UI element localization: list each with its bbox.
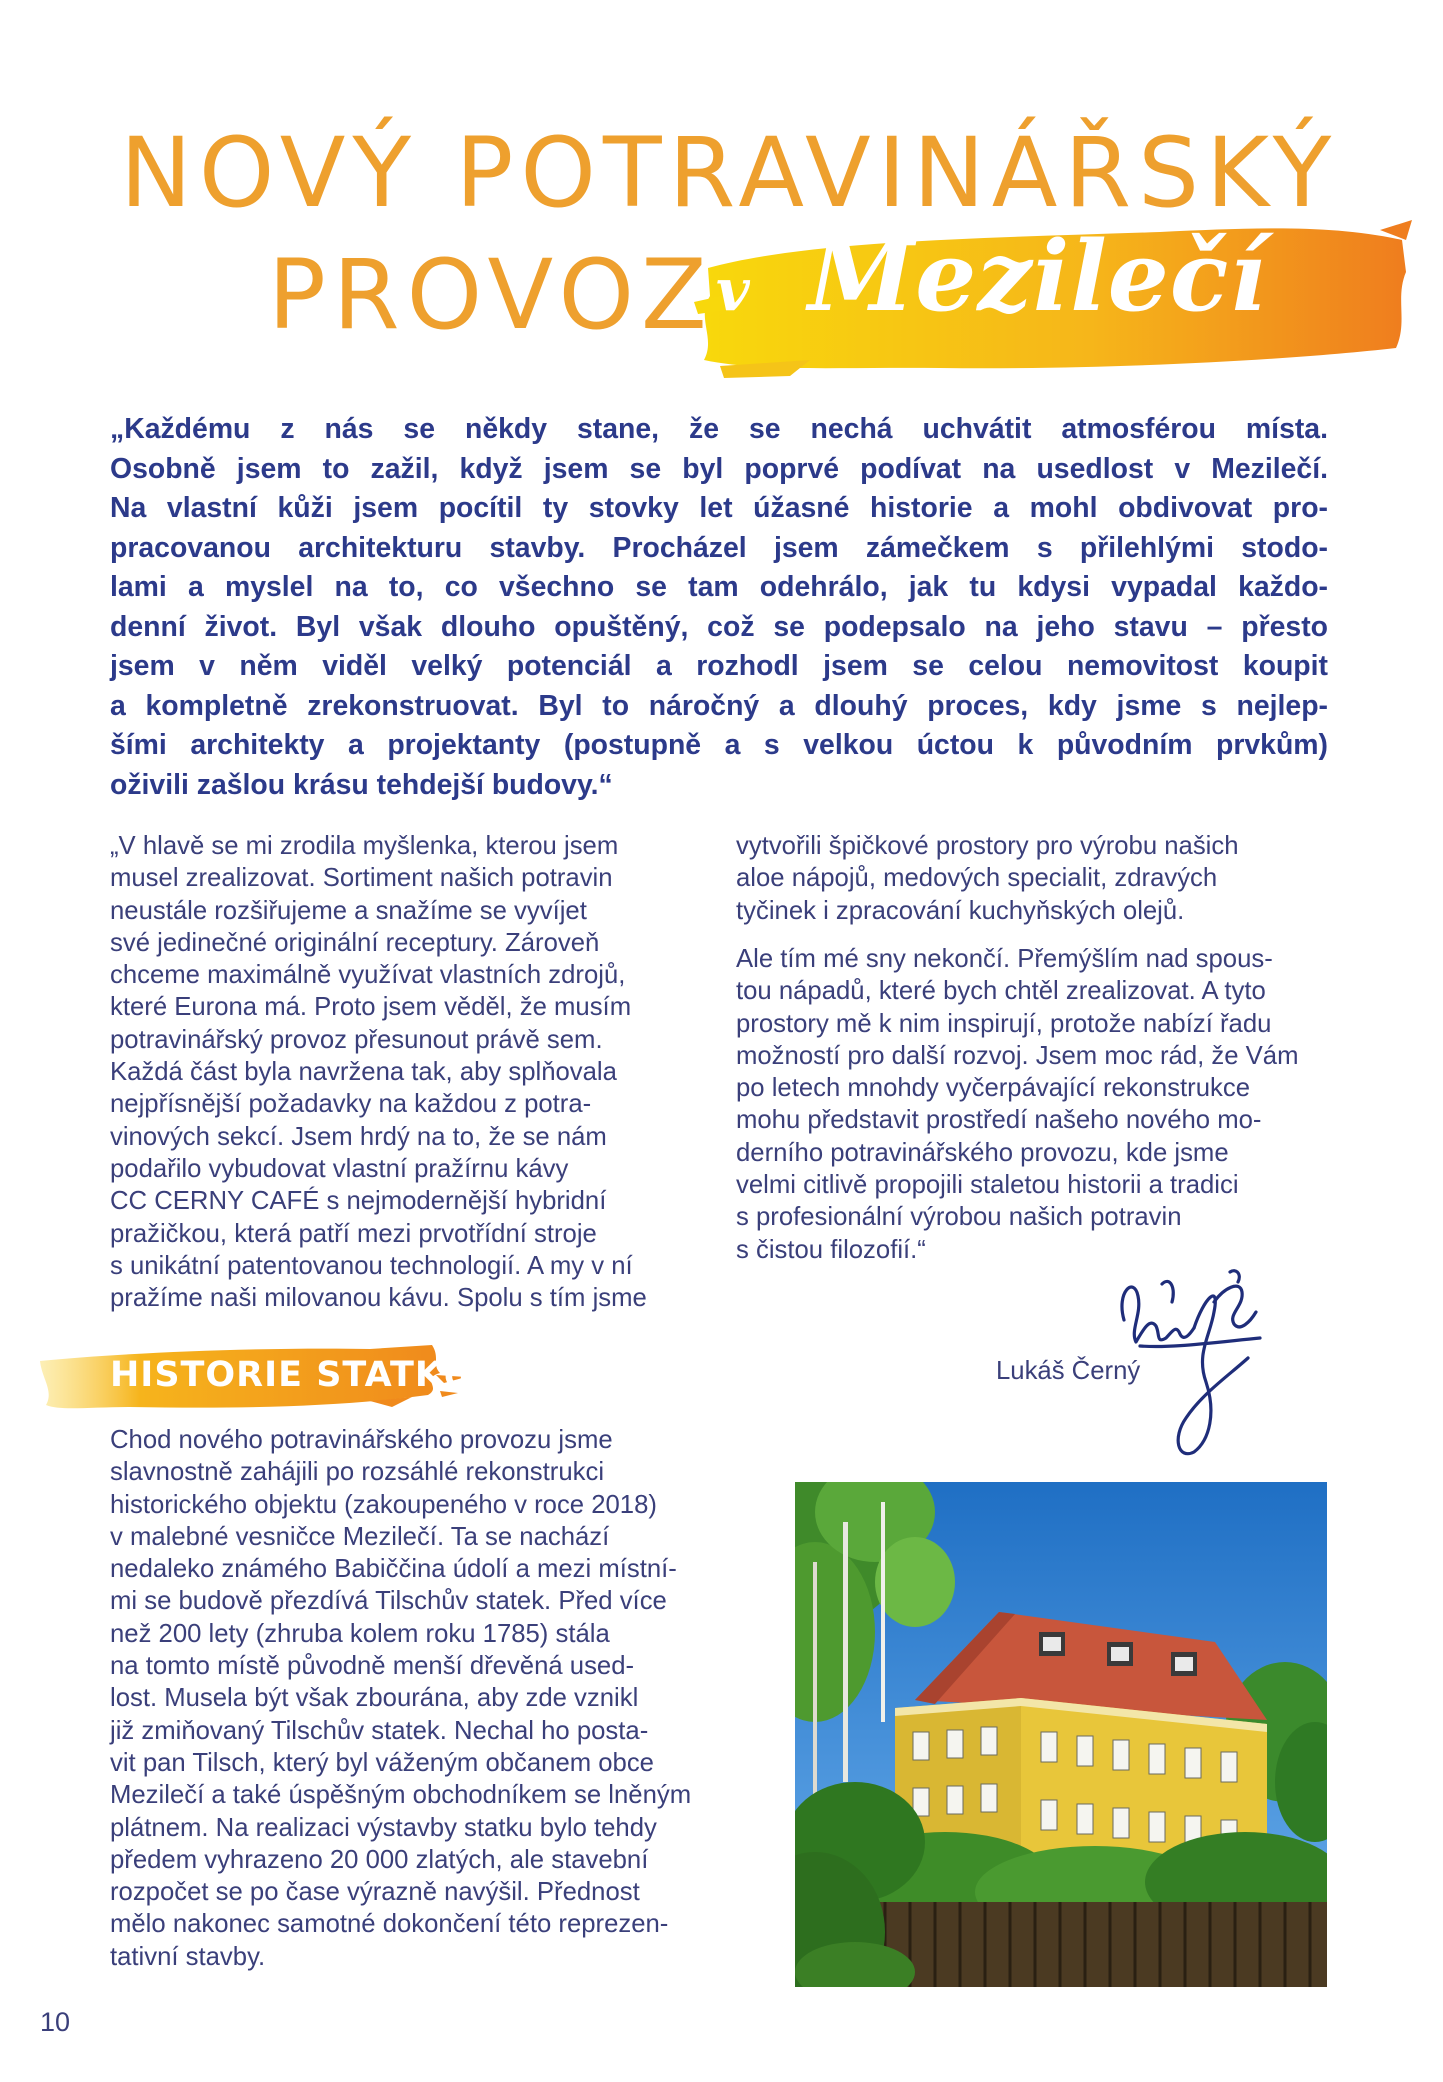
- body-line: s čistou filozofií.“: [736, 1235, 926, 1264]
- body-line: chceme maximálně využívat vlastních zdrojů,: [110, 961, 626, 990]
- body-line: nejpřísnější požadavky na každou z potra-: [110, 1090, 592, 1119]
- lead-line: denní život. Byl však dlouho opuštěný, což se podepsalo na jeho stavu – přesto: [110, 610, 1328, 643]
- body-line: své jedinečné originální receptury. Zároveň: [110, 928, 600, 957]
- lead-line: jsem v něm viděl velký potenciál a rozhodl jsem se celou nemovitost koupit: [110, 650, 1328, 682]
- page-number: 10: [40, 2007, 71, 2037]
- lead-line: a kompletně zrekonstruovat. Byl to náročný a dlouhý proces, kdy jsme s nejlep-: [110, 689, 1328, 722]
- body-line: rozpočet se po čase výrazně navýšil. Přednost: [110, 1878, 640, 1907]
- history-heading: HISTORIE STATKU: [110, 1355, 472, 1395]
- body-line: slavnostně zahájili po rozsáhlé rekonstrukci: [110, 1458, 605, 1487]
- body-line: pražičkou, která patří mezi prvotřídní stroje: [110, 1219, 597, 1248]
- body-line: vinových sekcí. Jsem hrdý na to, že se nám: [110, 1122, 607, 1151]
- body-line: předem vyhrazeno 20 000 zlatých, ale stavební: [110, 1845, 649, 1874]
- body-line: již zmiňovaný Tilschův statek. Nechal ho posta-: [110, 1716, 649, 1745]
- history-body: [110, 1424, 750, 1973]
- body-line: nedaleko známého Babiččina údolí a mezi místní-: [110, 1555, 677, 1584]
- body-line: Chod nového potravinářského provozu jsme: [110, 1426, 613, 1454]
- lead-line: pracovanou architekturu stavby. Procházel jsem zámečkem s přilehlými stodo-: [110, 531, 1328, 564]
- body-line: potravinářský provoz přesunout právě sem.: [110, 1025, 603, 1054]
- body-line: „V hlavě se mi zrodila myšlenka, kterou jsem: [110, 832, 619, 860]
- lead-line: šími architekty a projektanty (postupně a s velkou úctou k původním prvkům): [110, 729, 1328, 761]
- body-line: musel zrealizovat. Sortiment našich potravin: [110, 864, 613, 893]
- body-line: mohu představit prostředí našeho nového mo-: [736, 1106, 1262, 1135]
- body-line: tyčinek i zpracování kuchyňských olejů.: [736, 896, 1185, 925]
- body-line: v malebné vesničce Mezilečí. Ta se nachází: [110, 1522, 610, 1551]
- lead-line: Osobně jsem to zažil, když jsem se byl poprvé podívat na usedlost v Mezilečí.: [110, 452, 1328, 485]
- manor-house-photo: [795, 1482, 1327, 1987]
- lead-line: „Každému z nás se někdy stane, že se nechá uchvátit atmosférou místa.: [110, 413, 1328, 445]
- body-line: plátnem. Na realizaci výstavby statku bylo tehdy: [110, 1813, 657, 1842]
- body-line: Mezilečí a také úspěšným obchodníkem se lněným: [110, 1781, 692, 1810]
- body-line: s unikátní patentovanou technologií. A my v ní: [110, 1251, 633, 1280]
- body-line: tativní stavby.: [110, 1942, 266, 1971]
- title-line-1: NOVÝ POTRAVINÁŘSKÝ: [120, 117, 1339, 229]
- body-line: mělo nakonec samotné dokončení této reprezen-: [110, 1910, 669, 1939]
- title-brush-prefix: v: [716, 256, 750, 324]
- body-line: Ale tím mé sny nekončí. Přemýšlím nad spous-: [736, 945, 1273, 973]
- signature-name: Lukáš Černý: [996, 1357, 1141, 1385]
- title-line-2: PROVOZ: [268, 239, 714, 351]
- title-place-name: Mezilečí: [808, 220, 1267, 333]
- body-line: pražíme naši milovanou kávu. Spolu s tím jsme: [110, 1284, 647, 1313]
- body-line: aloe nápojů, medových specialit, zdravých: [736, 864, 1218, 893]
- body-column-right-paragraph-1: [736, 830, 1336, 927]
- body-line: tou nápadů, které bych chtěl zrealizovat. A tyto: [736, 977, 1266, 1006]
- body-line: vit pan Tilsch, který byl váženým občanem obce: [110, 1748, 654, 1777]
- body-line: prostory mě k nim inspirují, protože nabízí řadu: [736, 1009, 1272, 1038]
- lead-quote: [110, 410, 1328, 805]
- body-line: derního potravinářského provozu, kde jsme: [736, 1138, 1229, 1167]
- lead-line: lami a myslel na to, co všechno se tam odehrálo, jak tu kdysi vypadal každo-: [110, 571, 1328, 603]
- body-line: lost. Musela být však zbourána, aby zde vznikl: [110, 1684, 639, 1713]
- body-line: vytvořili špičkové prostory pro výrobu našich: [736, 832, 1239, 860]
- lead-line: oživili zašlou krásu tehdejší budovy.“: [110, 768, 613, 801]
- body-line: možností pro další rozvoj. Jsem moc rád, že Vám: [736, 1041, 1299, 1070]
- body-line: velmi citlivě propojili staletou historii a tradici: [736, 1171, 1239, 1200]
- body-line: než 200 lety (zhruba kolem roku 1785) stála: [110, 1619, 610, 1648]
- body-line: CC CERNY CAFÉ s nejmodernější hybridní: [110, 1187, 607, 1216]
- body-line: historického objektu (zakoupeného v roce 2018): [110, 1490, 657, 1519]
- body-column-right-paragraph-2: [736, 943, 1336, 1266]
- body-line: Každá část byla navržena tak, aby splňovala: [110, 1058, 617, 1087]
- body-column-left: [110, 830, 710, 1314]
- body-line: na tomto místě původně menší dřevěná used-: [110, 1652, 635, 1681]
- lead-line: Na vlastní kůži jsem pocítil ty stovky let úžasné historie a mohl obdivovat pro-: [110, 492, 1328, 524]
- body-line: které Eurona má. Proto jsem věděl, že musím: [110, 993, 632, 1022]
- body-line: mi se budově přezdívá Tilschův statek. Před více: [110, 1587, 667, 1616]
- body-line: po letech mnohdy vyčerpávající rekonstrukce: [736, 1074, 1251, 1103]
- body-line: podařilo vybudovat vlastní pražírnu kávy: [110, 1154, 569, 1183]
- body-line: s profesionální výrobou našich potravin: [736, 1203, 1182, 1232]
- body-line: neustále rozšiřujeme a snažíme se vyvíjet: [110, 896, 587, 925]
